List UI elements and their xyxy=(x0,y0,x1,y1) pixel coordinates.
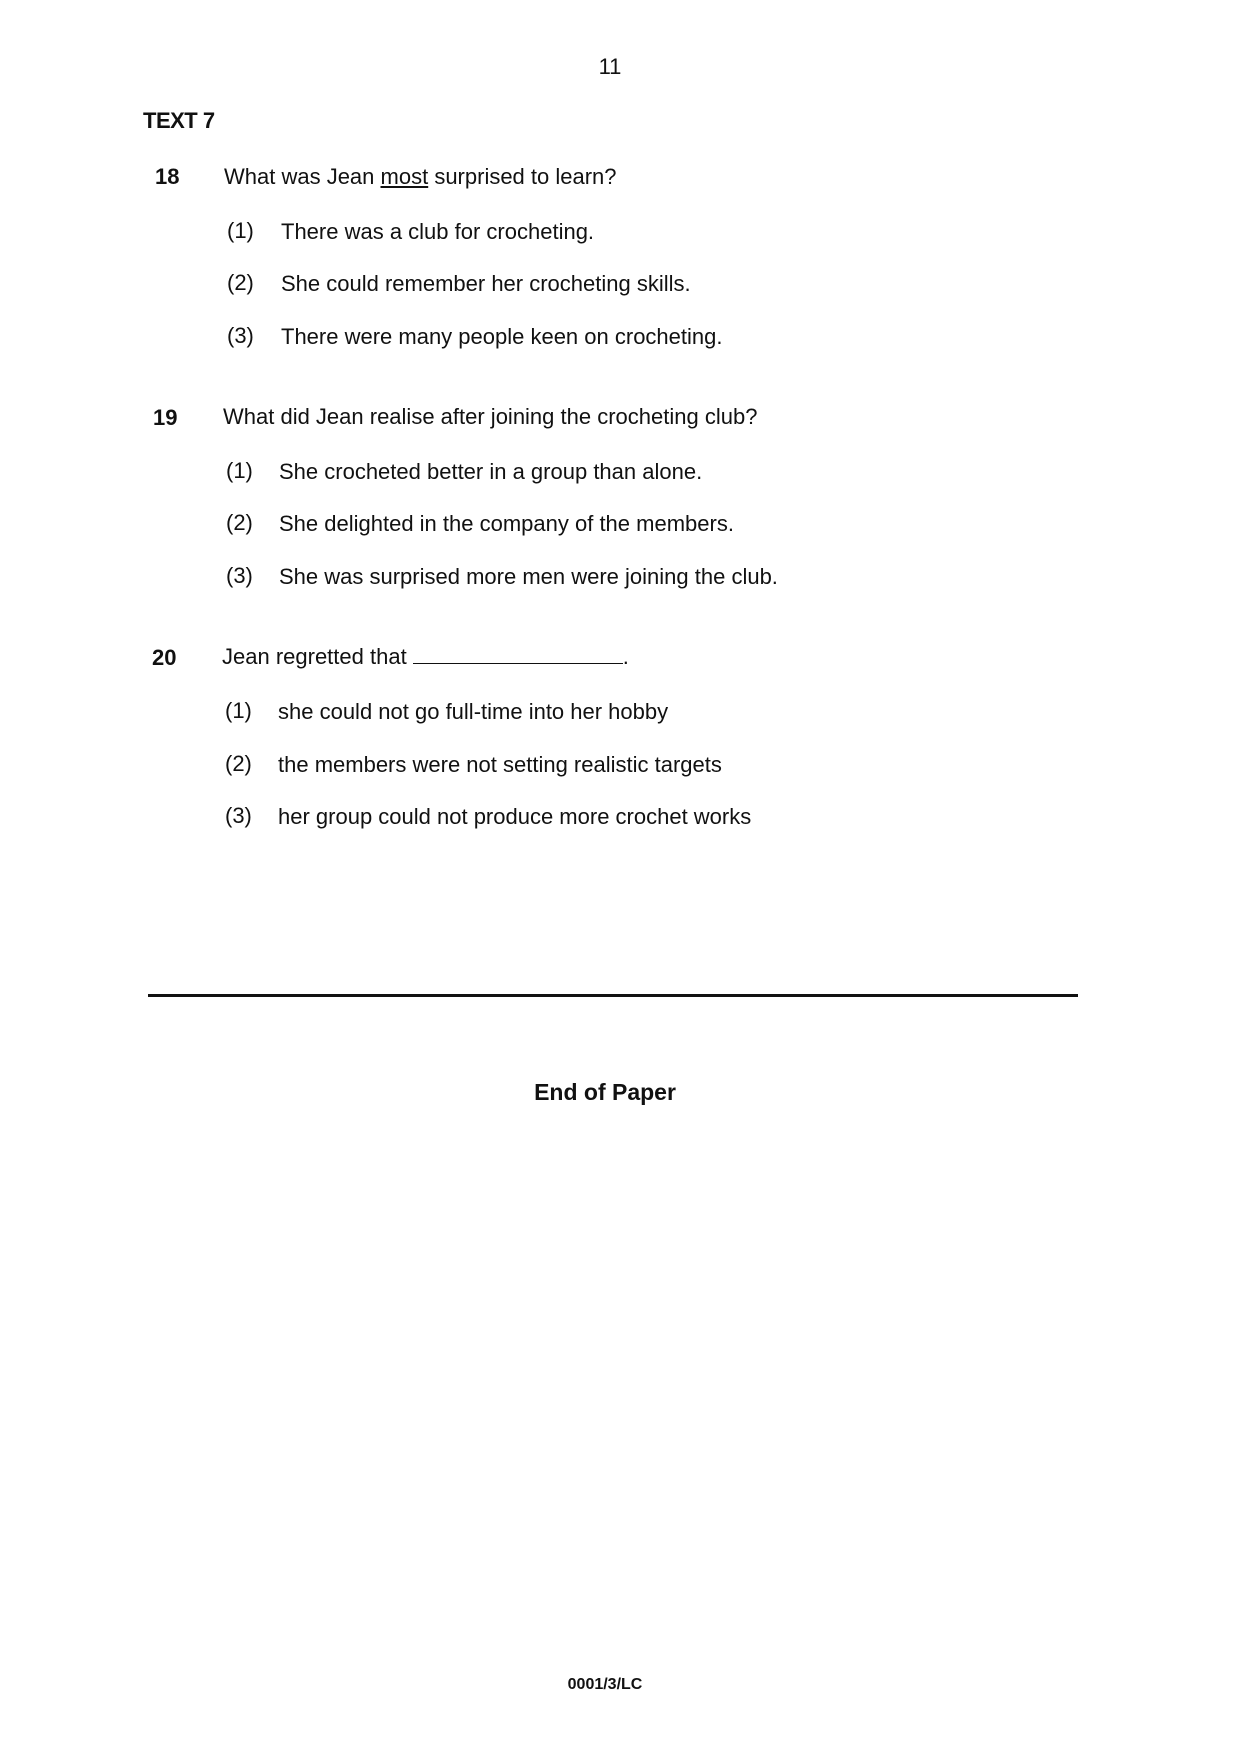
question-number: 19 xyxy=(153,405,178,430)
option-text: She delighted in the company of the members. xyxy=(279,511,734,536)
section-title: TEXT 7 xyxy=(143,108,215,133)
option-label: (1) xyxy=(225,698,252,723)
option-text: There were many people keen on crocheting. xyxy=(281,324,723,349)
question-text: What did Jean realise after joining the crocheting club? xyxy=(223,404,758,429)
option-label: (3) xyxy=(226,563,253,588)
option-label: (3) xyxy=(225,803,252,828)
question-number: 20 xyxy=(152,645,177,670)
option-text: her group could not produce more crochet works xyxy=(278,804,752,829)
question-stem-end: . xyxy=(622,644,629,669)
option-label: (2) xyxy=(226,510,253,535)
end-divider-line xyxy=(148,994,1078,997)
end-of-paper-text: End of Paper xyxy=(534,1079,676,1105)
option-text: She could remember her crocheting skills. xyxy=(281,271,691,296)
question-text xyxy=(222,644,629,670)
question-stem: Jean regretted that xyxy=(222,644,407,669)
option-text: She crocheted better in a group than alone. xyxy=(279,459,703,484)
question-number: 18 xyxy=(155,164,180,189)
question-text-start: What was Jean xyxy=(224,164,381,189)
option-label: (3) xyxy=(227,323,254,348)
option-label: (1) xyxy=(226,458,253,483)
option-text: the members were not setting realistic targets xyxy=(278,752,722,777)
footer-paper-code: 0001/3/LC xyxy=(567,1676,643,1693)
answer-blank-line xyxy=(413,645,623,664)
option-text: She was surprised more men were joining the club. xyxy=(279,564,778,589)
question-text-emphasis: most xyxy=(380,164,429,189)
option-label: (2) xyxy=(227,270,254,295)
option-text: There was a club for crocheting. xyxy=(281,219,595,244)
option-label: (2) xyxy=(225,751,252,776)
option-label: (1) xyxy=(227,218,254,243)
option-text: she could not go full-time into her hobby xyxy=(278,699,669,724)
page-number: 11 xyxy=(598,54,622,79)
question-text xyxy=(224,164,617,190)
question-text-end: surprised to learn? xyxy=(428,164,617,189)
